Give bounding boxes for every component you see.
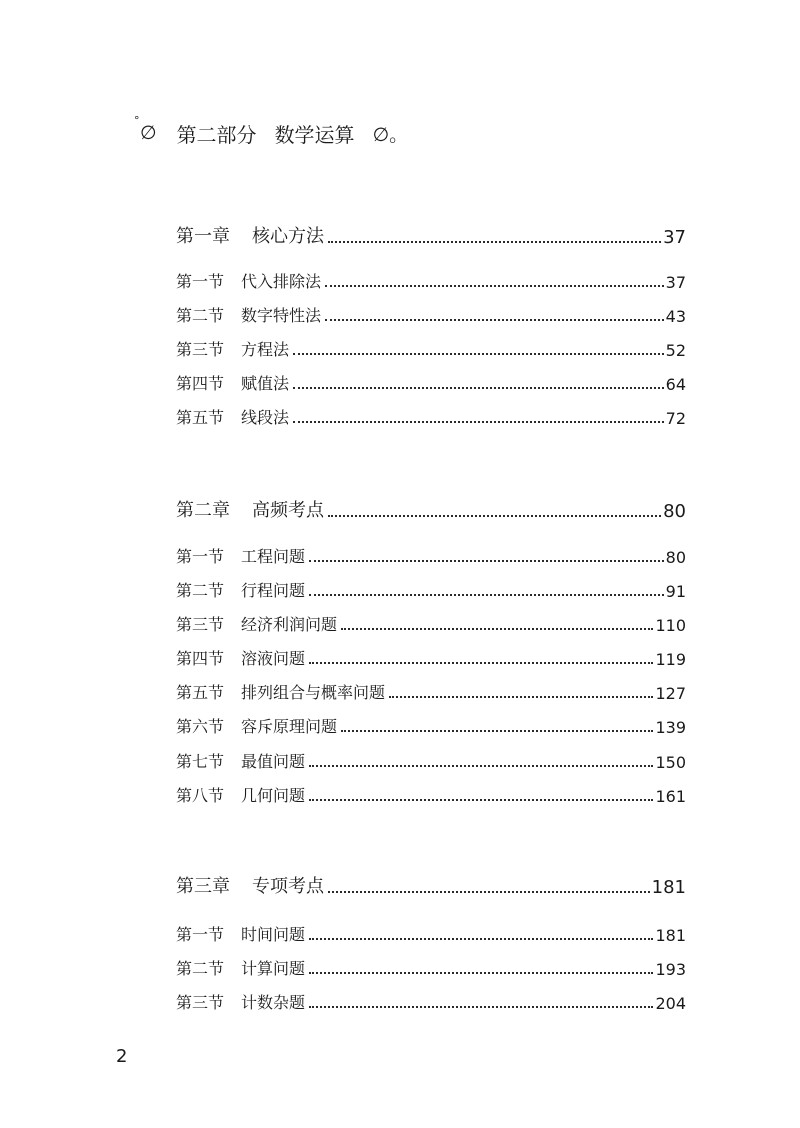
section-label: 第一节	[176, 547, 225, 566]
section-page: 161	[655, 787, 686, 806]
dot-leader	[309, 765, 653, 767]
chapter-title: 专项考点	[252, 876, 324, 897]
section-label: 第三节	[176, 993, 225, 1012]
section-title: 计算问题	[241, 959, 306, 978]
dot-leader	[309, 662, 653, 664]
section-title: 排列组合与概率问题	[241, 683, 386, 702]
section-title: 溶液问题	[241, 649, 306, 668]
dot-leader	[309, 799, 653, 801]
chapter-page: 181	[651, 877, 686, 898]
section-page: 181	[655, 926, 686, 945]
section-page: 91	[665, 582, 686, 601]
chapter-title: 核心方法	[252, 226, 324, 247]
dot-leader	[309, 594, 664, 596]
section-title: 代入排除法	[241, 272, 322, 291]
section-entry[interactable]	[176, 577, 686, 601]
section-label: 第五节	[176, 683, 225, 702]
dot-leader	[328, 891, 650, 893]
section-page: 52	[665, 341, 686, 360]
section-entry[interactable]	[176, 302, 686, 326]
section-entry[interactable]	[176, 543, 686, 567]
dot-leader	[309, 560, 664, 562]
section-page: 72	[665, 409, 686, 428]
section-entry[interactable]	[176, 921, 686, 945]
section-label: 第四节	[176, 374, 225, 393]
part-name: 数学运算	[274, 122, 355, 147]
dot-leader	[293, 353, 664, 355]
section-title: 几何问题	[241, 786, 306, 805]
section-label: 第四节	[176, 649, 225, 668]
section-entry[interactable]	[176, 782, 686, 806]
section-label: 第八节	[176, 786, 225, 805]
part-label: 第二部分	[176, 122, 257, 147]
section-title: 经济利润问题	[241, 615, 338, 634]
chapter-page: 37	[663, 227, 686, 248]
section-title: 方程法	[241, 340, 290, 359]
section-entry[interactable]	[176, 989, 686, 1013]
dot-leader	[325, 319, 664, 321]
page-number: 2	[116, 1046, 128, 1067]
dot-leader	[293, 421, 664, 423]
chapter-title: 高频考点	[252, 500, 324, 521]
section-label: 第三节	[176, 340, 225, 359]
section-title: 赋值法	[241, 374, 290, 393]
section-entry[interactable]	[176, 404, 686, 428]
section-page: 43	[665, 307, 686, 326]
section-entry[interactable]	[176, 955, 686, 979]
section-page: 204	[655, 994, 686, 1013]
section-entry[interactable]	[176, 748, 686, 772]
section-page: 193	[655, 960, 686, 979]
section-entry[interactable]	[176, 645, 686, 669]
section-label: 第一节	[176, 925, 225, 944]
section-title: 线段法	[241, 408, 290, 427]
dot-leader	[293, 387, 664, 389]
dot-leader	[309, 938, 653, 940]
section-entry[interactable]	[176, 713, 686, 737]
ornament-right-icon: ∅。	[372, 123, 409, 146]
section-title: 计数杂题	[241, 993, 306, 1012]
ornament-left-icon: ° ∅	[134, 114, 157, 144]
section-label: 第七节	[176, 752, 225, 771]
section-title: 工程问题	[241, 547, 306, 566]
section-label: 第六节	[176, 717, 225, 736]
section-title: 时间问题	[241, 925, 306, 944]
dot-leader	[309, 972, 653, 974]
section-page: 110	[655, 616, 686, 635]
dot-leader	[328, 241, 661, 243]
section-page: 80	[665, 548, 686, 567]
chapter-page: 80	[663, 501, 686, 522]
section-page: 64	[665, 375, 686, 394]
section-entry[interactable]	[176, 611, 686, 635]
section-label: 第二节	[176, 306, 225, 325]
section-page: 150	[655, 753, 686, 772]
dot-leader	[341, 628, 653, 630]
chapter-entry-1[interactable]	[176, 224, 686, 248]
chapter-label: 第二章	[176, 500, 230, 521]
dot-leader	[309, 1006, 653, 1008]
section-page: 139	[655, 718, 686, 737]
section-page: 119	[655, 650, 686, 669]
chapter-entry-2[interactable]	[176, 498, 686, 522]
section-label: 第一节	[176, 272, 225, 291]
section-page: 37	[665, 273, 686, 292]
section-label: 第三节	[176, 615, 225, 634]
dot-leader	[341, 730, 653, 732]
dot-leader	[328, 515, 661, 517]
section-entry[interactable]	[176, 336, 686, 360]
section-title: 行程问题	[241, 581, 306, 600]
section-entry[interactable]	[176, 268, 686, 292]
section-title: 数字特性法	[241, 306, 322, 325]
part-title	[134, 114, 409, 148]
chapter-label: 第一章	[176, 226, 230, 247]
chapter-entry-3[interactable]	[176, 874, 686, 898]
dot-leader	[325, 285, 664, 287]
section-title: 容斥原理问题	[241, 717, 338, 736]
dot-leader	[389, 696, 653, 698]
section-label: 第二节	[176, 959, 225, 978]
section-entry[interactable]	[176, 679, 686, 703]
section-label: 第五节	[176, 408, 225, 427]
section-title: 最值问题	[241, 752, 306, 771]
chapter-label: 第三章	[176, 876, 230, 897]
section-entry[interactable]	[176, 370, 686, 394]
section-page: 127	[655, 684, 686, 703]
section-label: 第二节	[176, 581, 225, 600]
